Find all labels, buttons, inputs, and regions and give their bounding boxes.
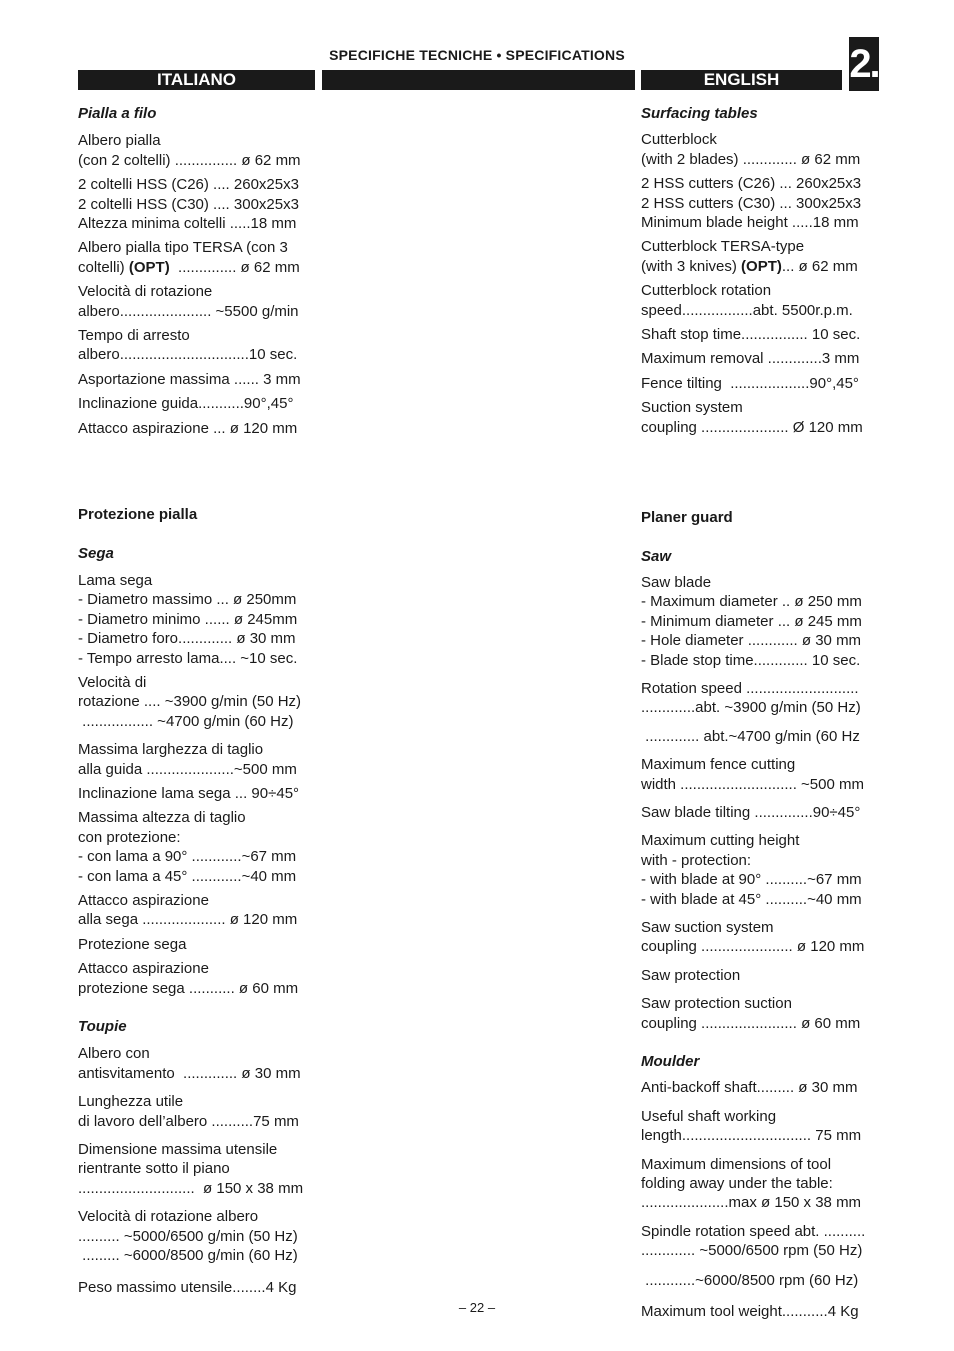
page-number: – 22 –: [458, 1300, 496, 1315]
spec-item: Asportazione massima ...... 3 mm: [78, 370, 301, 388]
page-header: [0, 47, 954, 63]
spec-item: Lunghezza utile di lavoro dell’albero ..........75 mm: [78, 1093, 299, 1130]
spec-item: Velocità di rotazione .... ~3900 g/min (50 Hz) ................. ~4700 g/min (60 Hz): [78, 673, 302, 730]
lang-bar-english: [641, 70, 842, 90]
header-title: SPECIFICHE TECNICHE • SPECIFICATIONS: [329, 47, 625, 63]
section-title-saw: Saw: [641, 547, 672, 565]
spec-item: Maximum removal .............3 mm: [641, 350, 860, 368]
spec-item: Cutterblock (with 2 blades) ............. ø 62 mm: [641, 131, 861, 168]
spec-item: 2 coltelli HSS (C26) .... 260x25x3 2 coltelli HSS (C30) .... 300x25x3 Altezza minima coltelli .....18 mm: [78, 176, 299, 233]
spec-item: ............. abt.~4700 g/min (60 Hz: [641, 727, 860, 745]
protezione-pialla-heading: Protezione pialla: [78, 506, 198, 524]
spec-item: Velocità di rotazione albero .......... ~5000/6500 g/min (50 Hz) ......... ~6000/8500 g/min (60 Hz): [78, 1208, 298, 1265]
spec-item: Maximum tool weight...........4 Kg: [641, 1303, 859, 1321]
spec-item: Maximum cutting height with - protection: - with blade at 90° ..........~67 mm - with blade at 45° ..........~40 mm: [641, 832, 862, 908]
spec-item: Saw blade - Maximum diameter .. ø 250 mm - Minimum diameter ... ø 245 mm - Hole diameter ............ ø 30 mm - Blade stop time............. 10 sec.: [641, 573, 862, 669]
spec-item: Rotation speed ........................... .............abt. ~3900 g/min (50 Hz): [641, 679, 861, 717]
spec-item: Saw protection: [641, 966, 741, 984]
spec-item: Saw suction system coupling ...................... ø 120 mm: [641, 919, 865, 956]
spec-item: Useful shaft working length............................... 75 mm: [641, 1107, 862, 1145]
spec-item: Dimensione massima utensile rientrante sotto il piano ............................ ø 150 x 38 mm: [78, 1141, 304, 1197]
spec-item: Maximum dimensions of tool folding away under the table: .....................max ø 150 x 38 mm: [641, 1155, 862, 1212]
section-title-pialla: Pialla a filo: [78, 105, 157, 122]
spec-item: Lama sega - Diametro massimo ... ø 250mm - Diametro minimo ...... ø 245mm - Diametro foro............. ø 30 mm - Tempo arresto lama.... ~10 sec.: [78, 571, 298, 667]
section-title-toupie: Toupie: [78, 1018, 127, 1036]
chapter-number: 2.: [849, 37, 879, 91]
spec-item: Velocità di rotazione albero...................... ~5500 g/min: [78, 283, 299, 320]
spec-item: Tempo di arresto albero...............................10 sec.: [78, 327, 298, 364]
spec-item: Spindle rotation speed abt. .......... ............. ~5000/6500 rpm (50 Hz): [641, 1222, 866, 1260]
lang-label-english: ENGLISH: [703, 70, 780, 89]
spec-item: Attacco aspirazione protezione sega ........... ø 60 mm: [78, 960, 299, 997]
spec-item: 2 HSS cutters (C26) ... 260x25x3 2 HSS cutters (C30) ... 300x25x3 Minimum blade height .....18 mm: [641, 175, 862, 232]
spec-item: Protezione sega: [78, 935, 187, 953]
spec-item: Fence tilting ...................90°,45°: [641, 374, 859, 392]
spec-item: Inclinazione guida...........90°,45°: [78, 395, 294, 413]
spec-item: Saw blade tilting ..............90÷45°: [641, 803, 861, 821]
column-english: [641, 100, 877, 1322]
section-title-surfacing: Surfacing tables: [641, 105, 758, 122]
spec-item: Albero con antisvitamento ............. ø 30 mm: [78, 1045, 301, 1082]
section-title-sega: Sega: [78, 544, 114, 562]
spec-item: Suction system coupling ..................... Ø 120 mm: [641, 399, 863, 436]
planer-guard-heading: Planer guard: [641, 509, 733, 527]
section-title-moulder: Moulder: [641, 1053, 700, 1071]
spec-item: Shaft stop time................ 10 sec.: [641, 326, 861, 344]
spec-item: Maximum fence cutting width ............................ ~500 mm: [641, 756, 864, 793]
spec-item: Albero pialla (con 2 coltelli) ............... ø 62 mm: [78, 132, 301, 169]
spec-item: Attacco aspirazione ... ø 120 mm: [78, 419, 298, 437]
column-italiano: [78, 100, 314, 1297]
lang-bar-middle: [322, 70, 635, 90]
spec-item: Cutterblock rotation speed.................abt. 5500r.p.m.: [641, 282, 853, 319]
spec-item: Massima altezza di taglio con protezione: - con lama a 90° ............~67 mm - con lama a 45° ............~40 mm: [78, 809, 297, 885]
lang-bar-italiano: [78, 70, 315, 90]
spec-item: ............~6000/8500 rpm (60 Hz): [641, 1271, 859, 1289]
spec-item: Peso massimo utensile........4 Kg: [78, 1278, 297, 1296]
spec-item: Massima larghezza di taglio alla guida .....................~500 mm: [78, 741, 297, 778]
spec-item: Anti-backoff shaft......... ø 30 mm: [641, 1079, 858, 1097]
spec-item: Cutterblock TERSA-type (with 3 knives) (OPT)... ø 62 mm: [641, 238, 858, 275]
spec-item: Saw protection suction coupling ....................... ø 60 mm: [641, 995, 861, 1032]
lang-label-italiano: ITALIANO: [156, 70, 236, 89]
spec-item: Inclinazione lama sega ... 90÷45°: [78, 784, 300, 802]
spec-item: Attacco aspirazione alla sega .................... ø 120 mm: [78, 892, 298, 929]
spec-item: Albero pialla tipo TERSA (con 3 coltelli) (OPT) .............. ø 62 mm: [78, 239, 300, 276]
